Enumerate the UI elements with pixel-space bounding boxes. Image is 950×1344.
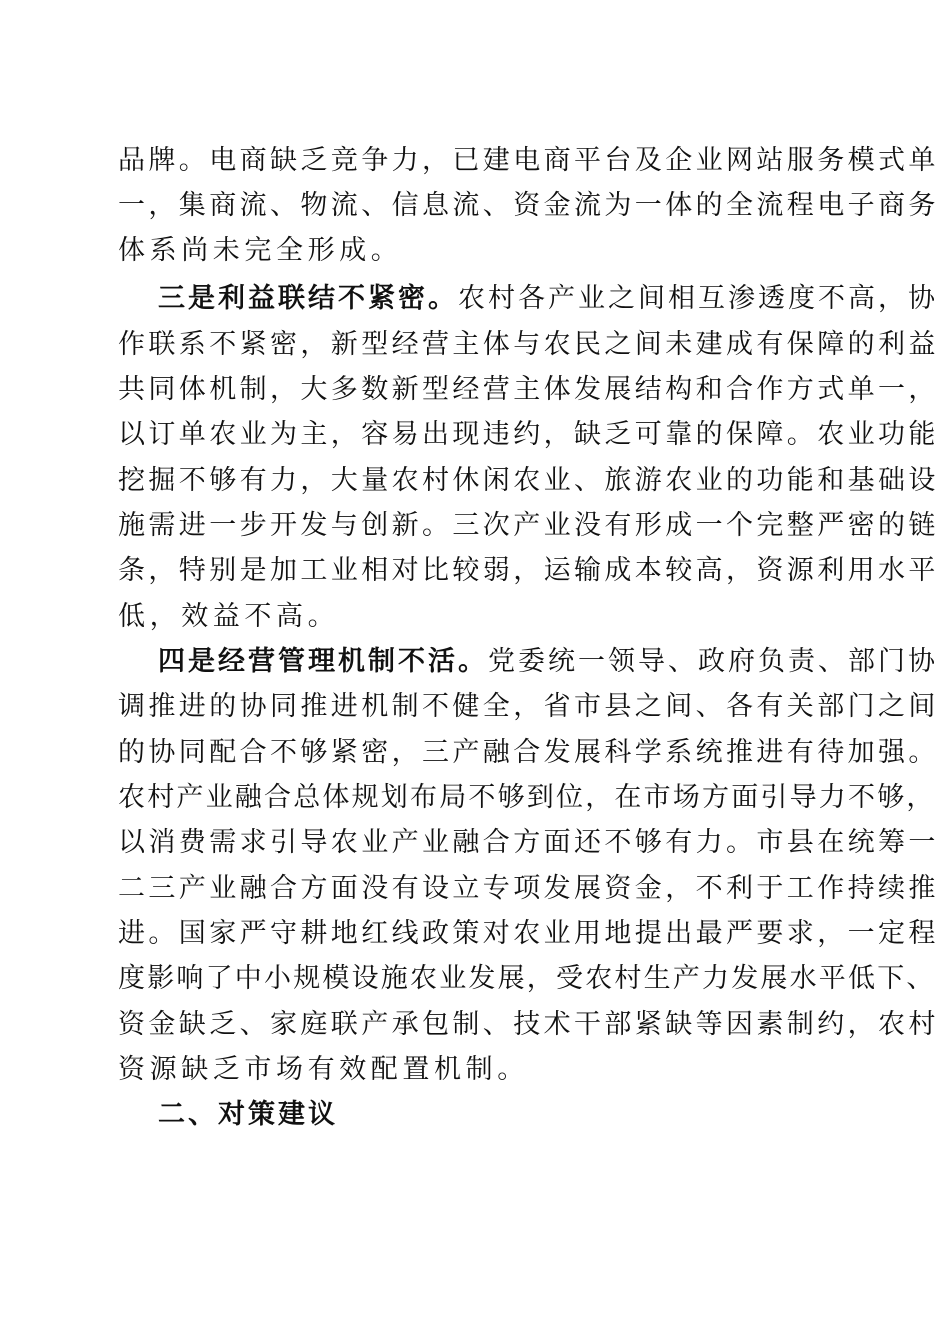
paragraph-text: 党委统一领导、政府负责、部门协 bbox=[488, 646, 938, 677]
paragraph-line: 体系尚未完全形成。 bbox=[118, 235, 403, 266]
section-heading: 二、对策建议 bbox=[158, 1099, 338, 1130]
paragraph-line: 调推进的协同推进机制不健全，省市县之间、各有关部门之间 bbox=[118, 691, 939, 722]
paragraph-line bbox=[158, 644, 938, 680]
paragraph-lead: 四是经营管理机制不活。 bbox=[158, 646, 488, 677]
paragraph-text: 农村各产业之间相互渗透度不高，协 bbox=[458, 283, 938, 314]
paragraph-line: 以消费需求引导农业产业融合方面还不够有力。市县在统筹一 bbox=[118, 827, 939, 858]
paragraph-line: 以订单农业为主，容易出现违约，缺乏可靠的保障。农业功能 bbox=[118, 419, 939, 450]
paragraph-line: 资金缺乏、家庭联产承包制、技术干部紧缺等因素制约，农村 bbox=[118, 1009, 939, 1040]
paragraph-line: 条，特别是加工业相对比较弱，运输成本较高，资源利用水平 bbox=[118, 555, 939, 586]
paragraph-lead: 三是利益联结不紧密。 bbox=[158, 283, 458, 314]
paragraph-line: 挖掘不够有力，大量农村休闲农业、旅游农业的功能和基础设 bbox=[118, 465, 939, 496]
paragraph-line: 度影响了中小规模设施农业发展，受农村生产力发展水平低下、 bbox=[118, 963, 936, 994]
paragraph-line: 低，效益不高。 bbox=[118, 601, 340, 632]
paragraph-line: 的协同配合不够紧密，三产融合发展科学系统推进有待加强。 bbox=[118, 737, 939, 768]
paragraph-line: 资源缺乏市场有效配置机制。 bbox=[118, 1054, 529, 1085]
paragraph-line bbox=[158, 281, 938, 317]
paragraph-line: 作联系不紧密，新型经营主体与农民之间未建成有保障的利益 bbox=[118, 329, 939, 360]
paragraph-line: 一，集商流、物流、信息流、资金流为一体的全流程电子商务 bbox=[118, 190, 939, 221]
paragraph-line: 进。国家严守耕地红线政策对农业用地提出最严要求，一定程 bbox=[118, 918, 939, 949]
paragraph-line: 农村产业融合总体规划布局不够到位，在市场方面引导力不够， bbox=[118, 782, 936, 813]
paragraph-line: 共同体机制，大多数新型经营主体发展结构和合作方式单一， bbox=[118, 374, 939, 405]
paragraph-line: 施需进一步开发与创新。三次产业没有形成一个完整严密的链 bbox=[118, 510, 939, 541]
paragraph-line: 二三产业融合方面没有设立专项发展资金，不利于工作持续推 bbox=[118, 873, 939, 904]
paragraph-line: 品牌。电商缺乏竞争力，已建电商平台及企业网站服务模式单 bbox=[118, 145, 939, 176]
